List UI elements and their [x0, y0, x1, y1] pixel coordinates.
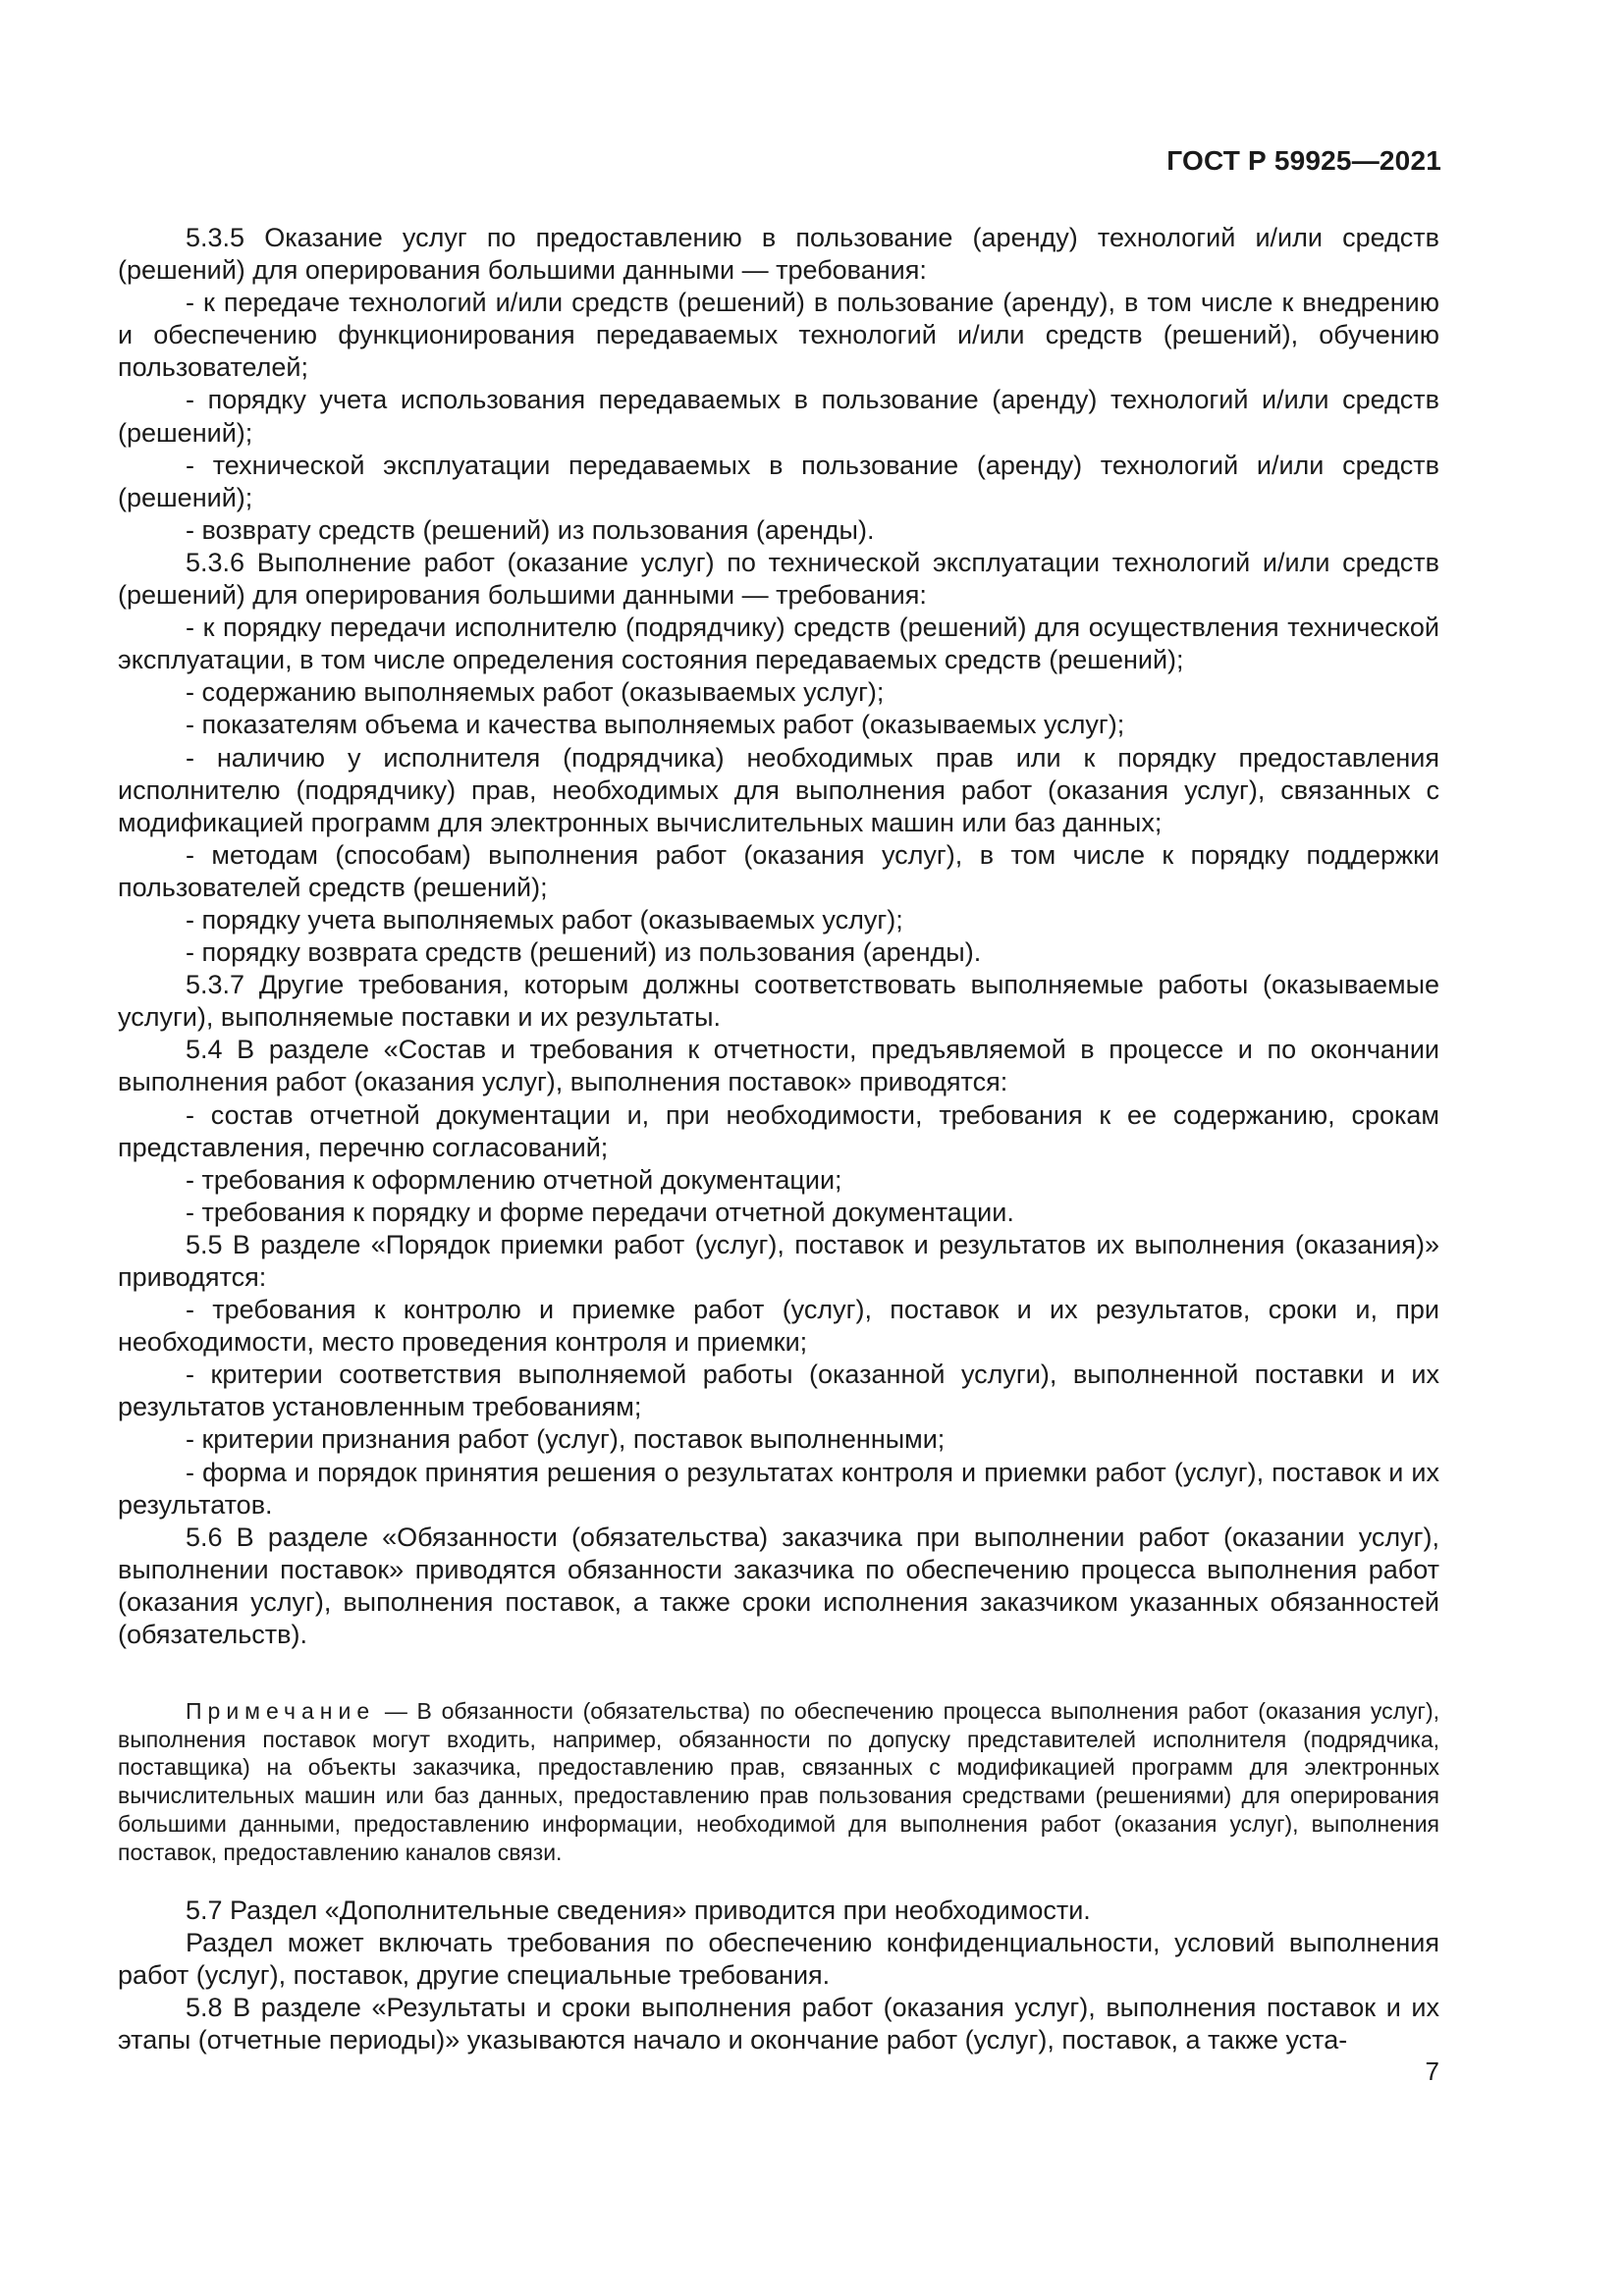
paragraph-5-6: 5.6 В разделе «Обязанности (обязательства) заказчика при выполнении работ (оказании услуг), выполнении поставок» приводятся обязанности заказчика по обеспечению процесса выполнения работ (оказания услуг), выполнения поставок, а также сроки исполнения заказчиком указанных обязанностей (обязательств).	[118, 1522, 1439, 1650]
list-item: - к передаче технологий и/или средств (решений) в пользование (аренду), в том числе к внедрению и обеспечению функционирования передаваемых технологий и/или средств (решений), обучению пользователей;	[118, 288, 1439, 383]
list-item: - содержанию выполняемых работ (оказываемых услуг);	[186, 677, 885, 708]
document-code-header: ГОСТ Р 59925—2021	[1166, 145, 1441, 176]
page-number: 7	[1425, 2056, 1439, 2086]
list-item: - методам (способам) выполнения работ (оказания услуг), в том числе к порядку поддержки пользователей средств (решений);	[118, 839, 1439, 902]
paragraph-5-3-7: 5.3.7 Другие требования, которым должны соответствовать выполняемые работы (оказываемые услуги), выполняемые поставки и их результаты.	[118, 970, 1439, 1033]
note-label: Примечание	[186, 1698, 376, 1724]
list-item: - требования к контролю и приемке работ (услуг), поставок и их результатов, сроки и, при необходимости, место проведения контроля и приемки;	[118, 1295, 1439, 1358]
note-text: — В обязанности (обязательства) по обеспечению процесса выполнения работ (оказания услуг), выполнения поставок могут входить, например, обязанности по допуску представителей исполнителя (подрядчика, поставщика) на объекты заказчика, предоставлению прав, связанных с модификацией программ для электронных вычислительных машин или баз данных, предоставлению прав пользования средствами (решениями) для оперирования большими данными, предоставлению информации, необходимой для выполнения работ (оказания услуг), выполнения поставок, предоставлению каналов связи.	[118, 1698, 1439, 1865]
list-item: - показателям объема и качества выполняемых работ (оказываемых услуг);	[186, 710, 1125, 740]
list-item: - технической эксплуатации передаваемых в пользование (аренду) технологий и/или средств (решений);	[118, 450, 1439, 512]
list-item: - порядку учета использования передаваемых в пользование (аренду) технологий и/или средств (решений);	[118, 385, 1439, 448]
note-block	[118, 1697, 1439, 1866]
note-paragraph	[118, 1697, 1439, 1866]
main-body-text	[118, 222, 1439, 1651]
list-item: - требования к оформлению отчетной документации;	[186, 1164, 842, 1195]
list-item: - к порядку передачи исполнителю (подрядчику) средств (решений) для осуществления технической эксплуатации, в том числе определения состояния передаваемых средств (решений);	[118, 613, 1439, 675]
paragraph-5-3-5: 5.3.5 Оказание услуг по предоставлению в пользование (аренду) технологий и/или средств (решений) для оперирования большими данными — требования:	[118, 223, 1439, 286]
list-item: - форма и порядок принятия решения о результатах контроля и приемки работ (услуг), поставок и их результатов.	[118, 1457, 1439, 1520]
list-item: - критерии соответствия выполняемой работы (оказанной услуги), выполненной поставки и их результатов установленным требованиям;	[118, 1360, 1439, 1422]
paragraph-5-5: 5.5 В разделе «Порядок приемки работ (услуг), поставок и результатов их выполнения (оказания)» приводятся:	[118, 1229, 1439, 1292]
paragraph-5-7: 5.7 Раздел «Дополнительные сведения» приводится при необходимости.	[186, 1896, 1091, 1925]
paragraph-5-4: 5.4 В разделе «Состав и требования к отчетности, предъявляемой в процессе и по окончании выполнения работ (оказания услуг), выполнения поставок» приводятся:	[118, 1035, 1439, 1097]
paragraph-5-7-detail: Раздел может включать требования по обеспечению конфиденциальности, условий выполнения работ (услуг), поставок, другие специальные требования.	[118, 1928, 1439, 1991]
list-item: - порядку учета выполняемых работ (оказываемых услуг);	[186, 904, 903, 934]
list-item: - порядку возврата средств (решений) из пользования (аренды).	[186, 937, 982, 968]
paragraph-5-8: 5.8 В разделе «Результаты и сроки выполнения работ (оказания услуг), выполнения поставок и их этапы (отчетные периоды)» указываются начало и окончание работ (услуг), поставок, а также уста-	[118, 1993, 1439, 2056]
paragraph-5-3-6: 5.3.6 Выполнение работ (оказание услуг) по технической эксплуатации технологий и/или средств (решений) для оперирования большими данными — требования:	[118, 547, 1439, 611]
list-item: - состав отчетной документации и, при необходимости, требования к ее содержанию, срокам представления, перечню согласований;	[118, 1099, 1439, 1162]
list-item: - возврату средств (решений) из пользования (аренды).	[186, 514, 875, 545]
list-item: - критерии признания работ (услуг), поставок выполненными;	[186, 1424, 946, 1455]
tail-body-text	[118, 1895, 1439, 2056]
list-item: - наличию у исполнителя (подрядчика) необходимых прав или к порядку предоставления исполнителю (подрядчику) прав, необходимых для выполнения работ (оказания услуг), связанных с модификацией программ для электронных вычислительных машин или баз данных;	[118, 742, 1439, 837]
list-item: - требования к порядку и форме передачи отчетной документации.	[186, 1197, 1014, 1227]
